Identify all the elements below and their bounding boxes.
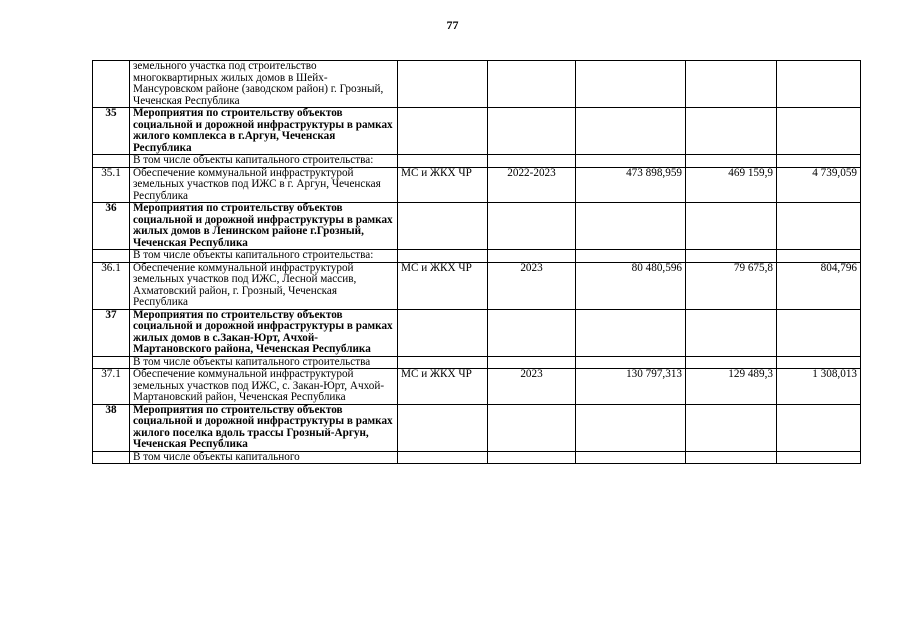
cell-total-amount <box>576 203 686 250</box>
cell-description: В том числе объекты капитального строительства: <box>130 250 398 263</box>
cell-period: 2022-2023 <box>488 167 576 203</box>
cell-federal-amount <box>686 250 777 263</box>
program-table <box>92 60 861 464</box>
cell-organization: МС и ЖКХ ЧР <box>398 167 488 203</box>
cell-total-amount <box>576 356 686 369</box>
table-row <box>93 108 861 155</box>
cell-number <box>93 250 130 263</box>
cell-period <box>488 309 576 356</box>
table-row <box>93 203 861 250</box>
cell-federal-amount <box>686 108 777 155</box>
cell-period: 2023 <box>488 369 576 405</box>
cell-number <box>93 356 130 369</box>
table-row <box>93 250 861 263</box>
cell-total-amount <box>576 309 686 356</box>
cell-organization <box>398 108 488 155</box>
table-row <box>93 61 861 108</box>
cell-regional-amount <box>777 203 861 250</box>
cell-description: В том числе объекты капитального <box>130 451 398 464</box>
cell-organization <box>398 404 488 451</box>
cell-regional-amount <box>777 108 861 155</box>
cell-regional-amount <box>777 451 861 464</box>
cell-period: 2023 <box>488 262 576 309</box>
cell-federal-amount: 79 675,8 <box>686 262 777 309</box>
cell-regional-amount <box>777 356 861 369</box>
cell-federal-amount <box>686 61 777 108</box>
cell-regional-amount <box>777 309 861 356</box>
cell-regional-amount <box>777 155 861 168</box>
cell-federal-amount: 469 159,9 <box>686 167 777 203</box>
cell-description: Обеспечение коммунальной инфраструктурой земельных участков под ИЖС, Лесной массив, Ахматовский район, г. Грозный, Чеченская Республика <box>130 262 398 309</box>
cell-description: Мероприятия по строительству объектов социальной и дорожной инфраструктуры в рамках жилого комплекса в г.Аргун, Чеченская Республика <box>130 108 398 155</box>
cell-federal-amount <box>686 356 777 369</box>
cell-organization <box>398 309 488 356</box>
cell-number: 36 <box>93 203 130 250</box>
cell-organization: МС и ЖКХ ЧР <box>398 262 488 309</box>
cell-description: Мероприятия по строительству объектов социальной и дорожной инфраструктуры в рамках жилых домов в Ленинском районе г.Грозный, Чеченская Республика <box>130 203 398 250</box>
cell-total-amount <box>576 451 686 464</box>
cell-description: Обеспечение коммунальной инфраструктурой земельных участков под ИЖС в г. Аргун, Чеченская Республика <box>130 167 398 203</box>
cell-federal-amount <box>686 309 777 356</box>
cell-period <box>488 404 576 451</box>
cell-organization: МС и ЖКХ ЧР <box>398 369 488 405</box>
page-number: 77 <box>446 18 459 32</box>
cell-organization <box>398 61 488 108</box>
cell-description: В том числе объекты капитального строительства: <box>130 155 398 168</box>
table-row <box>93 404 861 451</box>
cell-number <box>93 155 130 168</box>
cell-number: 36.1 <box>93 262 130 309</box>
cell-period <box>488 250 576 263</box>
cell-period <box>488 203 576 250</box>
cell-total-amount <box>576 404 686 451</box>
cell-federal-amount <box>686 451 777 464</box>
cell-number: 37.1 <box>93 369 130 405</box>
table-row <box>93 369 861 405</box>
cell-description: В том числе объекты капитального строительства <box>130 356 398 369</box>
cell-organization <box>398 451 488 464</box>
cell-regional-amount: 804,796 <box>777 262 861 309</box>
table-row <box>93 155 861 168</box>
cell-total-amount: 130 797,313 <box>576 369 686 405</box>
cell-number <box>93 451 130 464</box>
cell-total-amount <box>576 61 686 108</box>
cell-total-amount: 473 898,959 <box>576 167 686 203</box>
cell-total-amount: 80 480,596 <box>576 262 686 309</box>
table-row <box>93 356 861 369</box>
cell-period <box>488 451 576 464</box>
cell-number: 38 <box>93 404 130 451</box>
cell-organization <box>398 155 488 168</box>
cell-description: Обеспечение коммунальной инфраструктурой земельных участков под ИЖС, с. Закан-Юрт, Ачхой-Мартановский район, Чеченская Республика <box>130 369 398 405</box>
cell-regional-amount <box>777 250 861 263</box>
cell-total-amount <box>576 155 686 168</box>
cell-description: Мероприятия по строительству объектов социальной и дорожной инфраструктуры в рамках жилого поселка вдоль трассы Грозный-Аргун, Чеченская Республика <box>130 404 398 451</box>
cell-number: 35 <box>93 108 130 155</box>
cell-organization <box>398 356 488 369</box>
cell-regional-amount <box>777 61 861 108</box>
cell-total-amount <box>576 108 686 155</box>
cell-description: земельного участка под строительство многоквартирных жилых домов в Шейх-Мансуровском районе (заводском район) г. Грозный, Чеченская Республика <box>130 61 398 108</box>
cell-organization <box>398 203 488 250</box>
cell-federal-amount <box>686 155 777 168</box>
table-row <box>93 451 861 464</box>
cell-period <box>488 155 576 168</box>
cell-total-amount <box>576 250 686 263</box>
cell-federal-amount <box>686 404 777 451</box>
cell-period <box>488 356 576 369</box>
cell-description: Мероприятия по строительству объектов социальной и дорожной инфраструктуры в рамках жилых домов в с.Закан-Юрт, Ачхой-Мартановского района, Чеченская Республика <box>130 309 398 356</box>
cell-regional-amount <box>777 404 861 451</box>
cell-period <box>488 108 576 155</box>
cell-number: 35.1 <box>93 167 130 203</box>
cell-number <box>93 61 130 108</box>
cell-federal-amount <box>686 203 777 250</box>
cell-regional-amount: 1 308,013 <box>777 369 861 405</box>
cell-organization <box>398 250 488 263</box>
cell-regional-amount: 4 739,059 <box>777 167 861 203</box>
cell-period <box>488 61 576 108</box>
cell-number: 37 <box>93 309 130 356</box>
table-row <box>93 262 861 309</box>
cell-federal-amount: 129 489,3 <box>686 369 777 405</box>
table-body <box>93 61 861 464</box>
table-row <box>93 167 861 203</box>
table-row <box>93 309 861 356</box>
